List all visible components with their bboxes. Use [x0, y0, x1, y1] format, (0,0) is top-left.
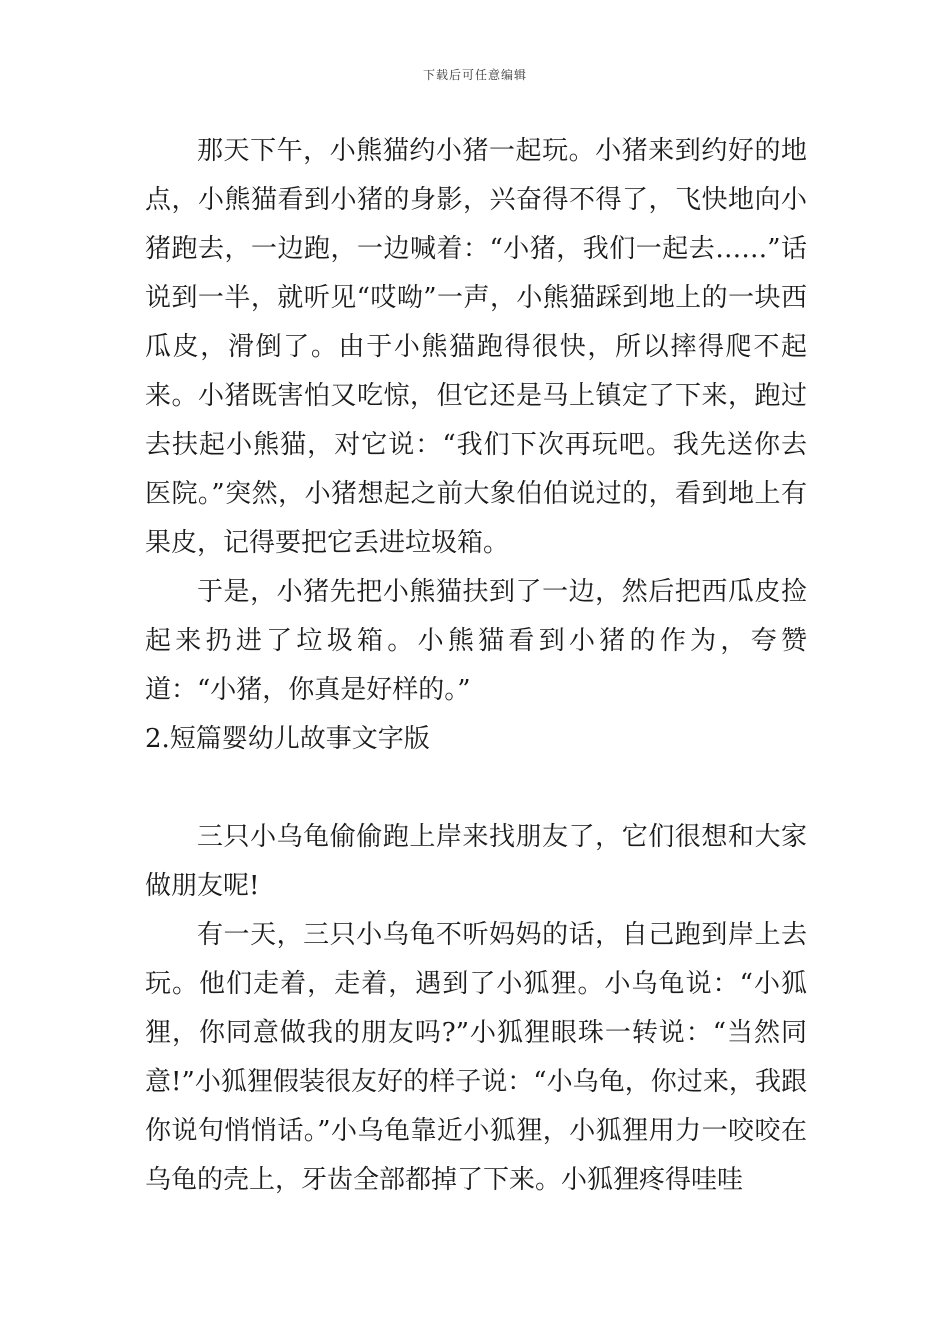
paragraph: 于是，小猪先把小熊猫扶到了一边，然后把西瓜皮捡起来扔进了垃圾箱。小熊猫看到小猪的作为，夸赞道：“小猪，你真是好样的。”: [145, 577, 807, 705]
paragraph: 有一天，三只小乌龟不听妈妈的话，自己跑到岸上去玩。他们走着，走着，遇到了小狐狸。小乌龟说：“小狐狸，你同意做我的朋友吗?”小狐狸眼珠一转说：“当然同意!”小狐狸假装很友好的样子说：“小乌龟，你过来，我跟你说句悄悄话。”小乌龟靠近小狐狸，小狐狸用力一咬咬在乌龟的壳上，牙齿全部都掉了下来。小狐狸疼得哇哇: [145, 920, 807, 1195]
story-section-1: [145, 127, 807, 764]
story-section-2: [145, 813, 807, 1205]
paragraph: 三只小乌龟偷偷跑上岸来找朋友了，它们很想和大家做朋友呢!: [145, 822, 807, 901]
page-header: 下载后可任意编辑: [422, 68, 527, 82]
section-heading: 2.短篇婴幼儿故事文字版: [145, 724, 430, 754]
paragraph: 那天下午，小熊猫约小猪一起玩。小猪来到约好的地点，小熊猫看到小猪的身影，兴奋得不得了，飞快地向小猪跑去，一边跑，一边喊着：“小猪，我们一起去……”话说到一半，就听见“哎呦”一声，小熊猫踩到地上的一块西瓜皮，滑倒了。由于小熊猫跑得很快，所以摔得爬不起来。小猪既害怕又吃惊，但它还是马上镇定了下来，跑过去扶起小熊猫，对它说：“我们下次再玩吧。我先送你去医院。”突然，小猪想起之前大象伯伯说过的，看到地上有果皮，记得要把它丢进垃圾箱。: [145, 136, 807, 558]
